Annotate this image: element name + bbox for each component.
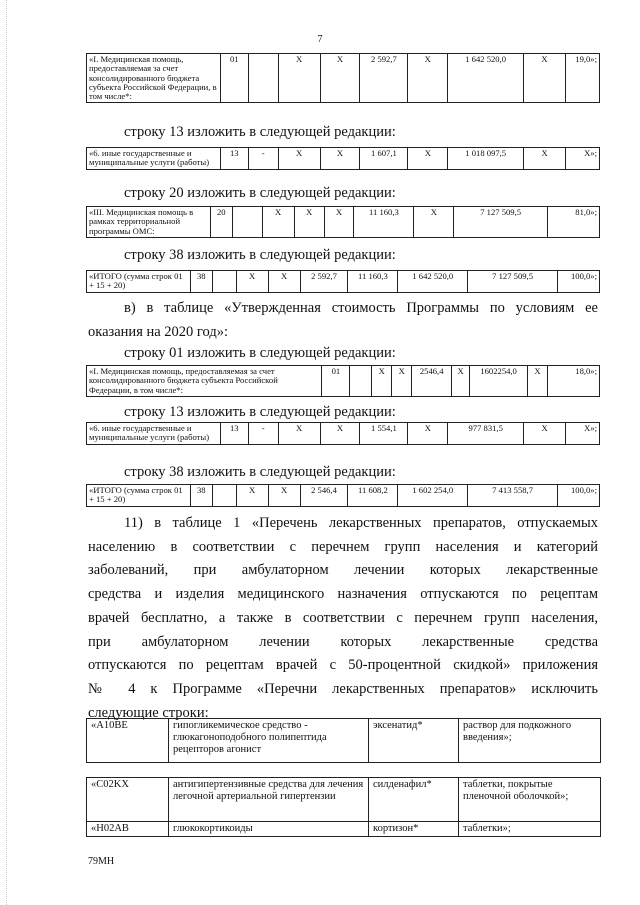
paragraph-v bbox=[88, 297, 598, 344]
table-row bbox=[87, 822, 601, 837]
cell: 1602254,0 bbox=[470, 366, 528, 397]
scan-edge bbox=[6, 0, 7, 905]
cell: 1 018 097,5 bbox=[448, 148, 524, 170]
cell: X bbox=[320, 54, 360, 103]
row-label: «ИТОГО (сумма строк 01 + 15 + 20) bbox=[87, 485, 191, 507]
drug-name: кортизон* bbox=[369, 822, 459, 837]
cell: 13 bbox=[220, 423, 248, 445]
cell: 18,0»; bbox=[548, 366, 600, 397]
cell: X bbox=[268, 485, 300, 507]
cell: 38 bbox=[190, 271, 212, 293]
cell: - bbox=[248, 148, 278, 170]
row-label: «I. Медицинская помощь, предоставляемая за счет консолидированного бюджета субъекта Российской Федерации, в том числе*: bbox=[87, 54, 221, 103]
cell: 100,0»; bbox=[557, 485, 599, 507]
cell: X bbox=[414, 207, 454, 238]
cell: 2 546,4 bbox=[300, 485, 348, 507]
cell bbox=[212, 271, 236, 293]
atc-code: «C02KX bbox=[87, 778, 169, 822]
table-row-20-2019 bbox=[86, 206, 600, 238]
cell: X bbox=[236, 271, 268, 293]
instruction-row-01: строку 01 изложить в следующей редакции: bbox=[124, 345, 396, 361]
dosage-form: раствор для подкожного введения»; bbox=[459, 719, 601, 763]
cell: 1 602 254,0 bbox=[398, 485, 468, 507]
cell: X bbox=[392, 366, 412, 397]
cell: 2 592,7 bbox=[360, 54, 408, 103]
cell: 13 bbox=[220, 148, 248, 170]
text-line: населению в соответствии с перечнем групп населения и категорий bbox=[88, 538, 598, 555]
cell: X»; bbox=[566, 423, 600, 445]
cell: X bbox=[372, 366, 392, 397]
text-line: врачей бесплатно, а также в соответствии с перечнем групп населения, bbox=[88, 609, 598, 626]
cell: 19,0»; bbox=[565, 54, 599, 103]
atc-code: «A10BE bbox=[87, 719, 169, 763]
instruction-row-13-2020: строку 13 изложить в следующей редакции: bbox=[124, 404, 396, 420]
cell: X bbox=[324, 207, 354, 238]
drug-group: антигипертензивные средства для лечения легочной артериальной гипертензии bbox=[169, 778, 369, 822]
text-line: оказания на 2020 год»: bbox=[88, 323, 229, 340]
table-row-13-2020 bbox=[86, 422, 600, 445]
text-line: 11) в таблице 1 «Перечень лекарственных препаратов, отпускаемых bbox=[124, 515, 598, 531]
cell: X bbox=[268, 271, 300, 293]
cell: 1 607,1 bbox=[360, 148, 408, 170]
cell bbox=[212, 485, 236, 507]
text-line: средства и изделия медицинского назначения отпускаются по рецептам bbox=[88, 586, 598, 603]
cell: - bbox=[248, 423, 278, 445]
atc-code: «H02AB bbox=[87, 822, 169, 837]
drug-group: гипогликемическое средство - глюкагоноподобного полипептида рецепторов агонист bbox=[169, 719, 369, 763]
table-row-38-2019 bbox=[86, 270, 600, 293]
cell: X bbox=[320, 423, 360, 445]
table-row-01-2019 bbox=[86, 53, 600, 103]
cell: X bbox=[408, 54, 448, 103]
paragraph-11 bbox=[88, 512, 598, 725]
text-line: следующие строки: bbox=[88, 704, 209, 721]
row-label: «6. иные государственные и муниципальные услуги (работы) bbox=[87, 423, 221, 445]
cell: X bbox=[294, 207, 324, 238]
row-label: «6. иные государственные и муниципальные услуги (работы) bbox=[87, 148, 221, 170]
text-line: при амбулаторном лечении которых лекарственные средства bbox=[88, 633, 598, 650]
cell: X bbox=[524, 148, 566, 170]
cell: X bbox=[408, 148, 448, 170]
cell: 100,0»; bbox=[557, 271, 599, 293]
row-label: «ИТОГО (сумма строк 01 + 15 + 20) bbox=[87, 271, 191, 293]
cell bbox=[248, 54, 278, 103]
cell: 1 642 520,0 bbox=[398, 271, 468, 293]
cell: 11 160,3 bbox=[348, 271, 398, 293]
drug-name: силденафил* bbox=[369, 778, 459, 822]
cell: 1 642 520,0 bbox=[448, 54, 524, 103]
dosage-form: таблетки, покрытые пленочной оболочкой»; bbox=[459, 778, 601, 822]
instruction-row-38: строку 38 изложить в следующей редакции: bbox=[124, 247, 396, 263]
table-row bbox=[87, 719, 601, 763]
dosage-form: таблетки»; bbox=[459, 822, 601, 837]
text-line: отпускаются по рецептам врачей с 50-процентной скидкой» приложения bbox=[88, 657, 598, 674]
cell: 977 831,5 bbox=[448, 423, 524, 445]
cell: 11 160,3 bbox=[354, 207, 414, 238]
drug-name: эксенатид* bbox=[369, 719, 459, 763]
cell: 11 608,2 bbox=[348, 485, 398, 507]
cell: 2 592,7 bbox=[300, 271, 348, 293]
document-code: 79МН bbox=[88, 856, 115, 867]
cell: 38 bbox=[190, 485, 212, 507]
cell: 7 127 509,5 bbox=[468, 271, 558, 293]
cell: X bbox=[528, 366, 548, 397]
cell: 2546,4 bbox=[412, 366, 452, 397]
cell: 7 127 509,5 bbox=[454, 207, 548, 238]
table-row-13-2019 bbox=[86, 147, 600, 170]
row-label: «III. Медицинская помощь в рамках территориальной программы ОМС: bbox=[87, 207, 211, 238]
cell: X bbox=[524, 54, 566, 103]
cell: 7 413 558,7 bbox=[468, 485, 558, 507]
cell: X bbox=[278, 423, 320, 445]
cell: X bbox=[320, 148, 360, 170]
instruction-row-38-2020: строку 38 изложить в следующей редакции: bbox=[124, 464, 396, 480]
excluded-drugs-table-2 bbox=[86, 777, 601, 837]
instruction-row-20: строку 20 изложить в следующей редакции: bbox=[124, 185, 396, 201]
cell: X bbox=[278, 54, 320, 103]
cell: 01 bbox=[322, 366, 350, 397]
table-row bbox=[87, 778, 601, 822]
text-line: заболеваний, при амбулаторном лечении которых лекарственные bbox=[88, 562, 598, 579]
cell: X»; bbox=[566, 148, 600, 170]
row-label: «I. Медицинская помощь, предоставляемая за счет консолидированного бюджета субъекта Российской Федерации, в том числе*: bbox=[87, 366, 322, 397]
cell bbox=[232, 207, 262, 238]
cell: 1 554,1 bbox=[360, 423, 408, 445]
cell: X bbox=[278, 148, 320, 170]
page-number: 7 bbox=[317, 34, 323, 45]
table-row-01-2020 bbox=[86, 365, 600, 397]
text-line: № 4 к Программе «Перечни лекарственных препаратов» исключить bbox=[88, 680, 598, 697]
text-line: в) в таблице «Утвержденная стоимость Программы по условиям ее bbox=[124, 300, 598, 316]
cell: X bbox=[408, 423, 448, 445]
cell: 01 bbox=[220, 54, 248, 103]
table-row-38-2020 bbox=[86, 484, 600, 507]
cell: X bbox=[262, 207, 294, 238]
instruction-row-13: строку 13 изложить в следующей редакции: bbox=[124, 124, 396, 140]
cell: X bbox=[236, 485, 268, 507]
cell: 81,0»; bbox=[548, 207, 600, 238]
cell: X bbox=[524, 423, 566, 445]
cell: X bbox=[452, 366, 470, 397]
excluded-drugs-table-1 bbox=[86, 718, 601, 763]
drug-group: глюкокортикоиды bbox=[169, 822, 369, 837]
cell bbox=[350, 366, 372, 397]
cell: 20 bbox=[210, 207, 232, 238]
